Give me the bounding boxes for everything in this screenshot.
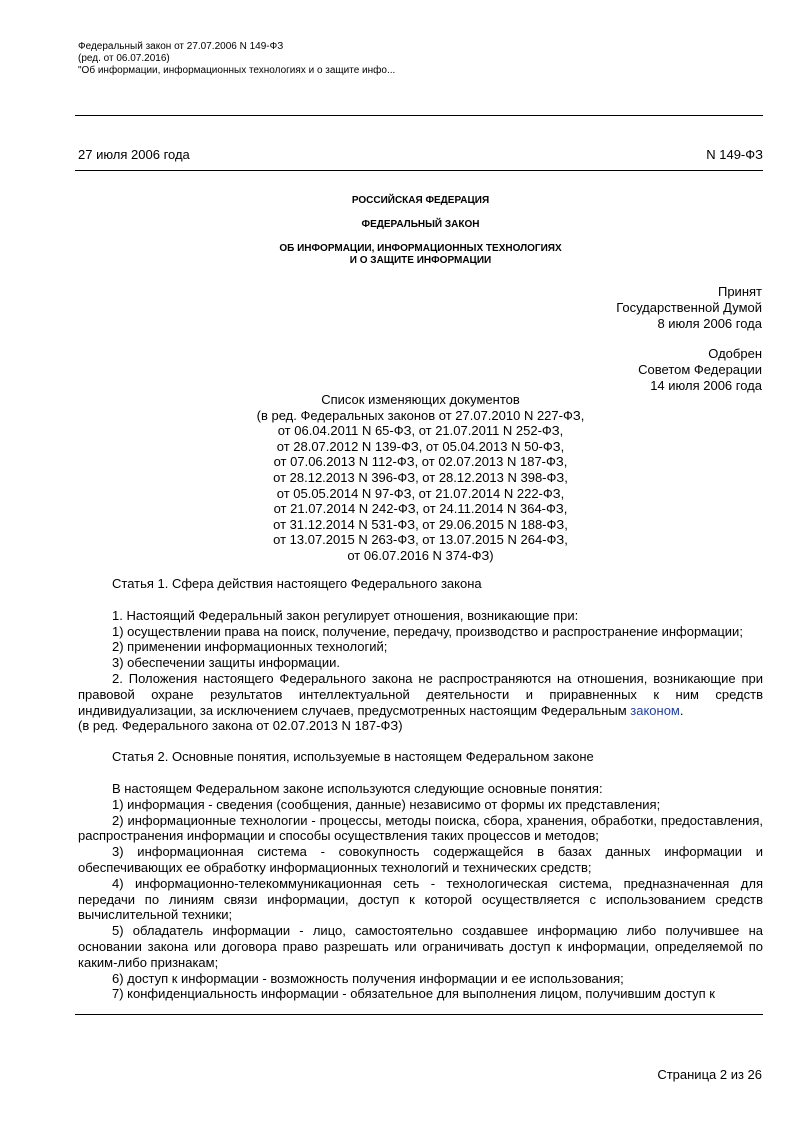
article-2-intro: В настоящем Федеральном законе используются следующие основные понятия: — [112, 780, 603, 796]
definition-item: 3) информационная система - совокупность содержащейся в базах данных информации и обеспечивающих ее обработку информационных технологий и технических средств; — [78, 844, 763, 875]
law-body — [78, 576, 763, 1002]
article-1-heading: Статья 1. Сфера действия настоящего Федерального закона — [112, 576, 482, 591]
adopted-by-duma — [616, 284, 762, 332]
paragraph-end: . — [679, 702, 684, 718]
article-1-paragraph: 2) применении информационных технологий; — [112, 639, 388, 655]
law-date: 27 июля 2006 года — [78, 147, 190, 162]
definition-item: 4) информационно-телекоммуникационная сеть - технологическая система, предназначенная для передачи по линиям связи информации, доступ к которой осуществляется с использованием средств вычислительной техники; — [78, 875, 763, 923]
law-link[interactable]: законом — [630, 702, 680, 718]
amendment-line: от 06.07.2016 N 374-ФЗ) — [347, 547, 494, 563]
amendment-line: от 28.12.2013 N 396-ФЗ, от 28.12.2013 N 398-ФЗ, — [273, 469, 568, 485]
article-1-paragraph-2 — [78, 671, 763, 718]
paragraph-text: 2. Положения настоящего Федерального закона не распространяются на отношения, возникающие при правовой охране результатов интеллектуальной деятельности и приравненных к ним средств индивидуализации, за исключением случаев, предусмотренных настоящим Федеральным — [78, 670, 763, 718]
law-number: N 149-ФЗ — [706, 147, 763, 162]
amendments-title: Список изменяющих документов — [321, 392, 520, 407]
amendment-line: от 13.07.2015 N 263-ФЗ, от 13.07.2015 N 264-ФЗ, — [273, 532, 568, 548]
law-name-title — [78, 243, 763, 267]
amendment-note: (в ред. Федерального закона от 02.07.2013 N 187-ФЗ) — [78, 718, 403, 734]
amendments-list — [78, 392, 763, 564]
law-name-line-1: ОБ ИНФОРМАЦИИ, ИНФОРМАЦИОННЫХ ТЕХНОЛОГИЯХ — [279, 243, 562, 254]
article-1-paragraph: 1) осуществлении права на поиск, получение, передачу, производство и распространение информации; — [112, 623, 743, 639]
amendment-line: от 31.12.2014 N 531-ФЗ, от 29.06.2015 N 188-ФЗ, — [273, 516, 568, 532]
amendment-line: от 21.07.2014 N 242-ФЗ, от 24.11.2014 N 364-ФЗ, — [273, 501, 568, 517]
amendment-line: от 07.06.2013 N 112-ФЗ, от 02.07.2013 N 187-ФЗ, — [273, 454, 568, 470]
adopted-label: Принят — [717, 284, 762, 299]
law-name-line-2: И О ЗАЩИТЕ ИНФОРМАЦИИ — [349, 255, 492, 266]
amendment-line: от 06.04.2011 N 65-ФЗ, от 21.07.2011 N 252-ФЗ, — [277, 423, 564, 439]
header-law-name: "Об информации, информационных технологиях и о защите инфо... — [78, 65, 396, 76]
approved-by-council — [638, 346, 762, 394]
footer-divider — [75, 1014, 763, 1015]
document-header — [78, 41, 598, 77]
amendment-line: (в ред. Федеральных законов от 27.07.2010 N 227-ФЗ, — [256, 407, 585, 423]
approved-body: Советом Федерации — [638, 362, 762, 377]
article-1-paragraph: 1. Настоящий Федеральный закон регулирует отношения, возникающие при: — [112, 607, 579, 623]
header-law-title: Федеральный закон от 27.07.2006 N 149-ФЗ — [78, 41, 284, 52]
header-divider — [75, 115, 763, 116]
header-revision: (ред. от 06.07.2016) — [78, 53, 170, 64]
date-divider — [75, 170, 763, 171]
adopted-date: 8 июля 2006 года — [657, 316, 762, 331]
country-title: РОССИЙСКАЯ ФЕДЕРАЦИЯ — [351, 195, 490, 206]
definition-item: 5) обладатель информации - лицо, самостоятельно создавшее информацию либо получившее на основании закона или договора право разрешать или ограничивать доступ к информации, определяемой по каким-либо признакам; — [78, 923, 763, 970]
article-1-paragraph: 3) обеспечении защиты информации. — [112, 655, 340, 671]
definition-item: 6) доступ к информации - возможность получения информации и ее использования; — [112, 970, 624, 986]
approved-date: 14 июля 2006 года — [650, 378, 762, 393]
article-2-heading: Статья 2. Основные понятия, используемые в настоящем Федеральном законе — [112, 749, 594, 765]
definition-item: 2) информационные технологии - процессы, методы поиска, сбора, хранения, обработки, предоставления, распространения информации и способы осуществления таких процессов и методов; — [78, 812, 763, 844]
approved-label: Одобрен — [708, 346, 762, 361]
definition-item: 7) конфиденциальность информации - обязательное для выполнения лицом, получившим доступ к — [112, 986, 715, 1002]
doc-type-title: ФЕДЕРАЛЬНЫЙ ЗАКОН — [361, 219, 480, 230]
adopted-body: Государственной Думой — [616, 300, 762, 315]
amendment-line: от 28.07.2012 N 139-ФЗ, от 05.04.2013 N 50-ФЗ, — [276, 438, 565, 454]
amendment-line: от 05.05.2014 N 97-ФЗ, от 21.07.2014 N 222-ФЗ, — [276, 485, 565, 501]
page-number: Страница 2 из 26 — [657, 1067, 762, 1082]
definition-item: 1) информация - сведения (сообщения, данные) независимо от формы их представления; — [112, 796, 661, 812]
